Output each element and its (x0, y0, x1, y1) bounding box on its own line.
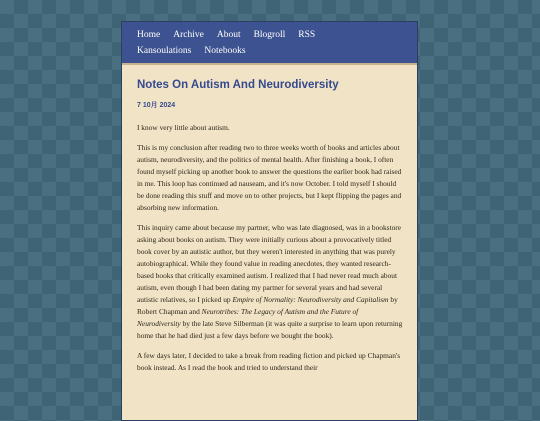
post-paragraph-2: This is my conclusion after reading two to three weeks worth of books and articles about autism, neurodiversity, and the politics of mental health. After finishing a book, I often found myself picking up another book to answer the questions the earlier book had raised in me. This loop has continued ad nauseam, and it's now October. I told myself I should be done reading this stuff and move on to other projects, but I kept flipping the pages and absorbing new information. (137, 143, 402, 212)
nav-blogroll-link[interactable]: Blogroll (253, 30, 286, 40)
page-card (121, 21, 418, 421)
post-paragraph-3 (137, 222, 403, 342)
nav-kansoulations-link[interactable]: Kansoulations (137, 46, 192, 56)
book-title-empire-of-normality: Empire of Normality: Neurodiversity and Capitalism (232, 295, 389, 304)
post-paragraph-4: A few days later, I decided to take a break from reading fiction and picked up Chapman's book instead. As I read the book and tried to understand their (137, 351, 401, 372)
nav-rss-link[interactable]: RSS (298, 30, 316, 40)
post-paragraph-1: I know very little about autism. (137, 123, 230, 132)
post-date: 7 10月 2024 (137, 102, 176, 109)
nav-notebooks-link[interactable]: Notebooks (204, 46, 246, 56)
nav-home-link[interactable]: Home (137, 30, 161, 40)
post-title[interactable]: Notes On Autism And Neurodiversity (137, 79, 339, 91)
nav-about-link[interactable]: About (216, 30, 241, 40)
post-content (122, 65, 417, 374)
paragraph-3-text-c: by the late Steve Silberman (it was quite a surprise to learn upon returning home that he had died just a few days before we bought the book). (137, 319, 403, 340)
top-nav (122, 22, 417, 65)
paragraph-3-text-b: by Robert Chapman and (137, 295, 398, 316)
book-title-neurotribes: Neurotribes: The Legacy of Autism and the Future of Neurodiversity (137, 307, 359, 328)
nav-archive-link[interactable]: Archive (173, 30, 204, 40)
paragraph-3-text-a: This inquiry came about because my partner, who was late diagnosed, was in a bookstore asking about books on autism. They were initially curious about a provocatively titled book cover by an autistic author, but they weren't interested in anything that was purely autobiographical. While they found value in reading anecdotes, they wanted research-based books that critically examined autism. I realized that I had never read much about autism, even though I had been dating my partner for several years and had several autistic relatives, so I picked up (137, 223, 402, 304)
